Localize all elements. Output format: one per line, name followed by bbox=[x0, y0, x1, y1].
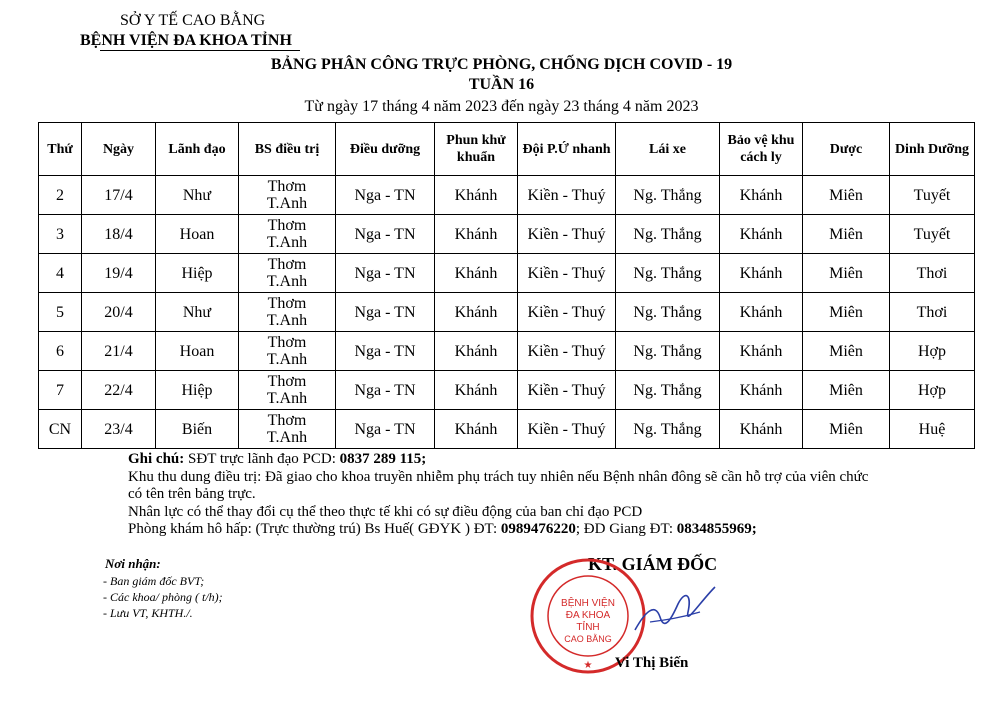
bs-primary: Thơm bbox=[267, 256, 307, 273]
cell-ngay: 22/4 bbox=[82, 371, 156, 410]
cell-phun: Khánh bbox=[435, 410, 518, 449]
cell-bao-ve: Khánh bbox=[720, 293, 803, 332]
duty-table bbox=[38, 122, 975, 449]
cell-bao-ve: Khánh bbox=[720, 254, 803, 293]
cell-doi: Kiền - Thuý bbox=[518, 410, 616, 449]
cell-lai-xe: Ng. Thắng bbox=[616, 410, 720, 449]
bs-secondary: T.Anh bbox=[266, 429, 308, 446]
cell-duoc: Miên bbox=[803, 332, 890, 371]
org-underline bbox=[100, 50, 300, 51]
cell-bs-dieu-tri bbox=[239, 176, 336, 215]
cell-dieu-duong: Nga - TN bbox=[336, 410, 435, 449]
cell-bs-dieu-tri bbox=[239, 371, 336, 410]
col-header: Lái xe bbox=[616, 123, 720, 176]
notes-phone-1: 0989476220 bbox=[500, 521, 576, 537]
cell-duoc: Miên bbox=[803, 410, 890, 449]
cell-ngay: 17/4 bbox=[82, 176, 156, 215]
notes-line-2b: có tên trên bảng trực. bbox=[128, 486, 256, 502]
bs-secondary: T.Anh bbox=[266, 351, 308, 368]
cell-bs-dieu-tri bbox=[239, 254, 336, 293]
cell-thu: 4 bbox=[39, 254, 82, 293]
notes-hotline-text: SĐT trực lãnh đạo PCD: bbox=[184, 451, 340, 467]
col-header: Dinh Dưỡng bbox=[890, 123, 975, 176]
cell-doi: Kiền - Thuý bbox=[518, 176, 616, 215]
notes-phone-2: 0834855969; bbox=[676, 521, 757, 537]
date-range: Từ ngày 17 tháng 4 năm 2023 đến ngày 23 tháng 4 năm 2023 bbox=[304, 98, 699, 115]
handwritten-signature bbox=[630, 582, 720, 642]
notes-line-4-text: Phòng khám hô hấp: (Trực thường trú) Bs Huế( GĐYK ) ĐT: bbox=[128, 521, 501, 537]
cell-lai-xe: Ng. Thắng bbox=[616, 215, 720, 254]
cell-doi: Kiền - Thuý bbox=[518, 371, 616, 410]
cell-lai-xe: Ng. Thắng bbox=[616, 254, 720, 293]
cell-phun: Khánh bbox=[435, 254, 518, 293]
table-row bbox=[39, 254, 975, 293]
col-header: Điều dưỡng bbox=[336, 123, 435, 176]
cell-dieu-duong: Nga - TN bbox=[336, 176, 435, 215]
cell-dieu-duong: Nga - TN bbox=[336, 254, 435, 293]
recipients-heading: Nơi nhận: bbox=[105, 556, 161, 571]
cell-lanh-dao: Hiệp bbox=[156, 371, 239, 410]
table-row bbox=[39, 293, 975, 332]
signer-position: KT. GIÁM ĐỐC bbox=[588, 554, 718, 574]
cell-lanh-dao: Biến bbox=[156, 410, 239, 449]
cell-ngay: 19/4 bbox=[82, 254, 156, 293]
notes-line-4-mid: ; ĐD Giang ĐT: bbox=[575, 521, 677, 537]
cell-lai-xe: Ng. Thắng bbox=[616, 332, 720, 371]
cell-dinh-duong: Tuyết bbox=[890, 215, 975, 254]
cell-doi: Kiền - Thuý bbox=[518, 254, 616, 293]
cell-thu: 3 bbox=[39, 215, 82, 254]
stamp-text: BỆNH VIỆN bbox=[561, 598, 615, 609]
cell-bao-ve: Khánh bbox=[720, 176, 803, 215]
cell-dinh-duong: Hợp bbox=[890, 332, 975, 371]
cell-ngay: 23/4 bbox=[82, 410, 156, 449]
cell-thu: 2 bbox=[39, 176, 82, 215]
cell-lai-xe: Ng. Thắng bbox=[616, 371, 720, 410]
bs-primary: Thơm bbox=[267, 295, 307, 312]
cell-phun: Khánh bbox=[435, 215, 518, 254]
notes-hotline-number: 0837 289 115; bbox=[339, 451, 427, 467]
col-header: Lãnh đạo bbox=[156, 123, 239, 176]
cell-duoc: Miên bbox=[803, 254, 890, 293]
bs-secondary: T.Anh bbox=[266, 390, 308, 407]
stamp-star-icon: ★ bbox=[583, 660, 593, 671]
signer-name: Vi Thị Biến bbox=[615, 655, 689, 671]
cell-lanh-dao: Như bbox=[156, 293, 239, 332]
cell-duoc: Miên bbox=[803, 293, 890, 332]
cell-doi: Kiền - Thuý bbox=[518, 215, 616, 254]
cell-bs-dieu-tri bbox=[239, 215, 336, 254]
cell-dinh-duong: Thơi bbox=[890, 254, 975, 293]
cell-lai-xe: Ng. Thắng bbox=[616, 176, 720, 215]
bs-secondary: T.Anh bbox=[266, 312, 308, 329]
table-row bbox=[39, 371, 975, 410]
bs-primary: Thơm bbox=[267, 334, 307, 351]
stamp-text: ĐA KHOA bbox=[565, 610, 611, 621]
cell-lanh-dao: Hoan bbox=[156, 215, 239, 254]
cell-bs-dieu-tri bbox=[239, 332, 336, 371]
cell-ngay: 18/4 bbox=[82, 215, 156, 254]
cell-doi: Kiền - Thuý bbox=[518, 293, 616, 332]
col-header: BS điều trị bbox=[239, 123, 336, 176]
cell-lai-xe: Ng. Thắng bbox=[616, 293, 720, 332]
cell-ngay: 20/4 bbox=[82, 293, 156, 332]
table-row bbox=[39, 410, 975, 449]
col-header: Đội P.Ứ nhanh bbox=[518, 123, 616, 176]
bs-primary: Thơm bbox=[267, 178, 307, 195]
bs-secondary: T.Anh bbox=[266, 234, 308, 251]
cell-duoc: Miên bbox=[803, 371, 890, 410]
cell-bs-dieu-tri bbox=[239, 410, 336, 449]
cell-dieu-duong: Nga - TN bbox=[336, 293, 435, 332]
bs-secondary: T.Anh bbox=[266, 195, 308, 212]
notes-line-2a: Khu thu dung điều trị: Đã giao cho khoa truyền nhiễm phụ trách tuy nhiên nếu Bệnh nhân đông sẽ cần hỗ trợ của viên chức bbox=[128, 468, 869, 485]
table-header-row bbox=[39, 123, 975, 176]
recipient-item: - Lưu VT, KHTH./. bbox=[103, 606, 193, 620]
document-title: BẢNG PHÂN CÔNG TRỰC PHÒNG, CHỐNG DỊCH COVID - 19 bbox=[270, 56, 733, 73]
bs-primary: Thơm bbox=[267, 412, 307, 429]
cell-lanh-dao: Hoan bbox=[156, 332, 239, 371]
col-header: Dược bbox=[803, 123, 890, 176]
cell-dieu-duong: Nga - TN bbox=[336, 332, 435, 371]
cell-doi: Kiền - Thuý bbox=[518, 332, 616, 371]
cell-phun: Khánh bbox=[435, 293, 518, 332]
cell-duoc: Miên bbox=[803, 176, 890, 215]
cell-lanh-dao: Như bbox=[156, 176, 239, 215]
stamp-text: CAO BẰNG bbox=[564, 634, 612, 644]
cell-dinh-duong: Hợp bbox=[890, 371, 975, 410]
cell-bao-ve: Khánh bbox=[720, 332, 803, 371]
cell-dinh-duong: Thơi bbox=[890, 293, 975, 332]
cell-bao-ve: Khánh bbox=[720, 215, 803, 254]
col-header: Thứ bbox=[39, 123, 82, 176]
stamp-text: TỈNH bbox=[576, 622, 600, 633]
recipient-item: - Ban giám đốc BVT; bbox=[103, 574, 205, 588]
col-header: Ngày bbox=[82, 123, 156, 176]
cell-bs-dieu-tri bbox=[239, 293, 336, 332]
cell-dieu-duong: Nga - TN bbox=[336, 215, 435, 254]
cell-dieu-duong: Nga - TN bbox=[336, 371, 435, 410]
notes-label: Ghi chú: bbox=[128, 451, 185, 467]
cell-phun: Khánh bbox=[435, 332, 518, 371]
table-row bbox=[39, 215, 975, 254]
cell-bao-ve: Khánh bbox=[720, 371, 803, 410]
cell-dinh-duong: Tuyết bbox=[890, 176, 975, 215]
bs-primary: Thơm bbox=[267, 217, 307, 234]
cell-lanh-dao: Hiệp bbox=[156, 254, 239, 293]
cell-duoc: Miên bbox=[803, 215, 890, 254]
cell-bao-ve: Khánh bbox=[720, 410, 803, 449]
bs-primary: Thơm bbox=[267, 373, 307, 390]
cell-thu: CN bbox=[39, 410, 82, 449]
notes-block bbox=[128, 451, 918, 539]
cell-thu: 6 bbox=[39, 332, 82, 371]
cell-thu: 7 bbox=[39, 371, 82, 410]
cell-ngay: 21/4 bbox=[82, 332, 156, 371]
org-line-1: SỞ Y TẾ CAO BẰNG bbox=[120, 12, 266, 29]
notes-line-3: Nhân lực có thể thay đổi cụ thể theo thực tế khi có sự điều động của ban chỉ đạo PCD bbox=[128, 503, 643, 520]
table-row bbox=[39, 176, 975, 215]
org-line-2: BỆNH VIỆN ĐA KHOA TỈNH bbox=[80, 32, 292, 49]
table-row bbox=[39, 332, 975, 371]
recipient-item: - Các khoa/ phòng ( t/h); bbox=[103, 590, 223, 604]
bs-secondary: T.Anh bbox=[266, 273, 308, 290]
cell-phun: Khánh bbox=[435, 371, 518, 410]
week-label: TUẦN 16 bbox=[468, 76, 535, 93]
cell-thu: 5 bbox=[39, 293, 82, 332]
cell-dinh-duong: Huệ bbox=[890, 410, 975, 449]
cell-phun: Khánh bbox=[435, 176, 518, 215]
col-header: Bảo vệ khu cách ly bbox=[720, 123, 803, 176]
col-header: Phun khử khuẩn bbox=[435, 123, 518, 176]
